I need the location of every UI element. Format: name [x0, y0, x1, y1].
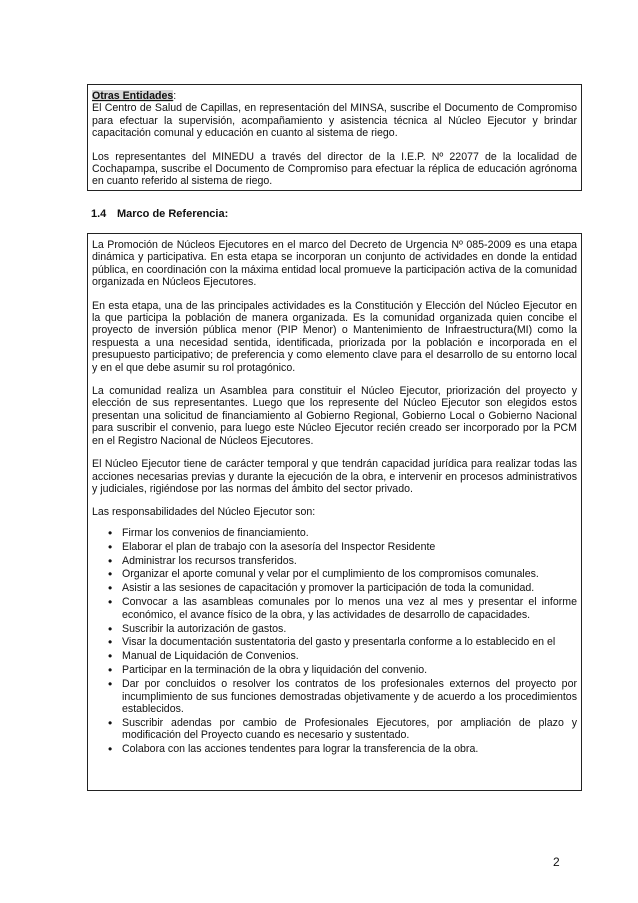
other-entities-paragraph-1: El Centro de Salud de Capillas, en representación del MINSA, suscribe el Documento de Compromiso para efectuar la supervisión, acompañamiento y asistencia técnica al Núcleo Ejecutor y brindar capacitación comunal y educación en cuanto al sistema de riego.	[92, 102, 577, 140]
list-item: • Elaborar el plan de trabajo con la asesoría del Inspector Residente	[122, 541, 577, 553]
other-entities-title: Otras Entidades	[92, 90, 174, 102]
reference-paragraph-3: La comunidad realiza un Asamblea para constituir el Núcleo Ejecutor, priorización del proyecto y elección de sus representantes. Luego que los represente del Núcleo Ejecutor son elegidos estos presentan una solicitud de financiamiento al Gobierno Regional, Gobierno Local o Gobierno Nacional para suscribir el convenio, para luego este Núcleo Ejecutor recién creado ser incorporado por la PCM en el Registro Nacional de Núcleos Ejecutores.	[92, 385, 577, 447]
list-item: • Organizar el aporte comunal y velar por el cumplimiento de los compromisos comunales.	[122, 568, 577, 580]
responsibilities-intro: Las responsabilidades del Núcleo Ejecutor son:	[92, 506, 316, 519]
other-entities-box	[87, 84, 582, 191]
section-title: Marco de Referencia:	[117, 208, 229, 220]
reference-paragraph-1: La Promoción de Núcleos Ejecutores en el marco del Decreto de Urgencia Nº 085-2009 es una etapa dinámica y participativa. En esta etapa se incorporan un conjunto de actividades en donde la entidad pública, en coordinación con la máxima entidad local promueve la participación activa de la comunidad organizada en Núcleos Ejecutores.	[92, 239, 577, 289]
responsibilities-list	[92, 527, 577, 756]
other-entities-title-colon: :	[173, 90, 177, 102]
list-item: • Asistir a las sesiones de capacitación y promover la participación de toda la comunidad.	[122, 582, 577, 594]
list-item: • Suscribir la autorización de gastos.	[122, 623, 577, 635]
reference-paragraph-2: En esta etapa, una de las principales actividades es la Constitución y Elección del Núcleo Ejecutor en la que participa la población de manera organizada. Es la comunidad organizada quien concibe el proyecto de inversión pública menor (PIP Menor) o Mantenimiento de Infraestructura(MI) como la respuesta a una necesidad sentida, identificada, priorizada por la población e incorporada en el presupuesto participativo; de preferencia y como elemento clave para el desarrollo de su entorno local y en el que debe asumir su rol protagónico.	[92, 299, 577, 374]
other-entities-paragraph-2: Los representantes del MINEDU a través del director de la I.E.P. Nº 22077 de la localidad de Cochapampa, suscribe el Documento de Compromiso para efectuar la réplica de educación agrónoma en cuanto referido al sistema de riego.	[92, 150, 577, 188]
list-item: • Participar en la terminación de la obra y liquidación del convenio.	[122, 664, 577, 676]
list-item: • Firmar los convenios de financiamiento.	[122, 527, 577, 539]
list-item: • Visar la documentación sustentatoria del gasto y presentarla conforme a lo establecido en el	[122, 636, 577, 648]
list-item: • Suscribir adendas por cambio de Profesionales Ejecutores, por ampliación de plazo y modificación del Proyecto cuando es necesario y sustentado.	[122, 717, 577, 742]
list-item: • Convocar a las asambleas comunales por lo menos una vez al mes y presentar el informe económico, el avance físico de la obra, y las actividades de desarrollo de capacidades.	[122, 596, 577, 621]
page-number: 2	[553, 855, 560, 869]
reference-paragraph-4: El Núcleo Ejecutor tiene de carácter temporal y que tendrán capacidad jurídica para realizar todas las acciones necesarias previas y durante la ejecución de la obra, e intervenir en procesos administrativos y judiciales, rigiéndose por las normas del ámbito del sector privado.	[92, 458, 577, 495]
section-heading	[91, 208, 228, 220]
section-number: 1.4	[91, 208, 107, 220]
reference-framework-box	[87, 233, 582, 791]
other-entities-title-line	[92, 90, 577, 102]
list-item: • Dar por concluidos o resolver los contratos de los profesionales externos del proyecto por incumplimiento de sus funciones demostradas objetivamente y de acuerdo a los procedimientos establecidos.	[122, 678, 577, 715]
list-item: • Administrar los recursos transferidos.	[122, 555, 577, 567]
list-item: • Colabora con las acciones tendentes para lograr la transferencia de la obra.	[122, 743, 577, 755]
list-item: • Manual de Liquidación de Convenios.	[122, 650, 577, 662]
